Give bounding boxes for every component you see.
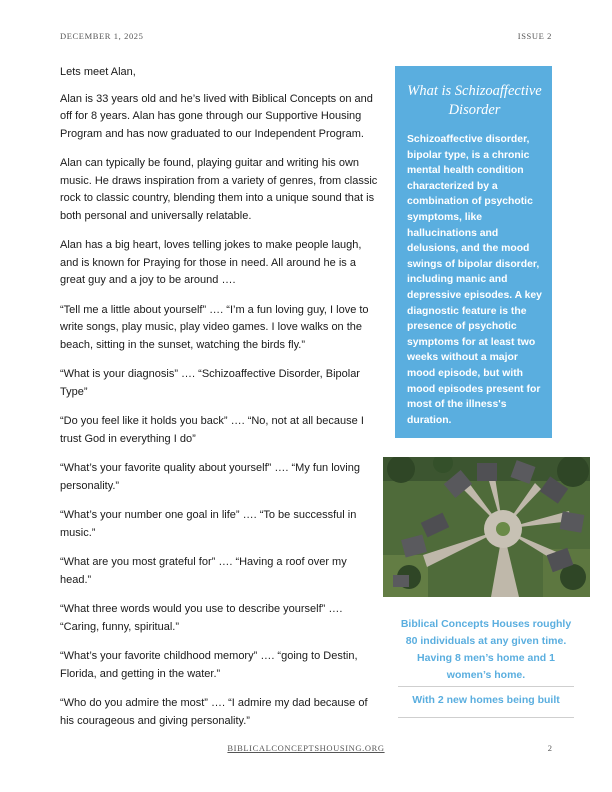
photo-caption: Biblical Concepts Houses roughly 80 individuals at any given time. Having 8 men’s home and 1 women’s home. bbox=[400, 618, 572, 681]
caption-divider-top bbox=[398, 686, 574, 687]
qa-grateful: “What are you most grateful for” …. “Having a roof over my head.” bbox=[60, 556, 347, 586]
sidebar-body: Schizoaffective disorder, bipolar type, is a chronic mental health condition characterized by a combination of psychotic symptoms, like hallucinations and delusions, and the mood swings of bipolar disorder, including manic and depressive episodes. A key diagnostic feature is the presence of psychotic symptoms for at least two weeks without a major mood episode, but with mood episodes present for most of the illness's duration. bbox=[407, 134, 542, 426]
paragraph-intro: Lets meet Alan, bbox=[60, 66, 136, 78]
qa-goal: “What’s your number one goal in life” …. “To be successful in music.” bbox=[60, 509, 357, 539]
article-body bbox=[60, 64, 378, 742]
caption-note: With 2 new homes being built bbox=[412, 694, 560, 706]
qa-holds-back: “Do you feel like it holds you back” …. “No, not at all because I trust God in everything I do” bbox=[60, 415, 364, 445]
info-sidebar bbox=[395, 66, 552, 438]
qa-childhood-memory: “What’s your favorite childhood memory” …. “going to Destin, Florida, and getting in the water.” bbox=[60, 650, 358, 680]
paragraph-bio: Alan is 33 years old and he’s lived with Biblical Concepts on and off for 8 years. Alan has gone through our Supportive Housing Program and has now graduated to our Independent Program. bbox=[60, 92, 373, 140]
paragraph-music: Alan can typically be found, playing guitar and writing his own music. He draws inspiration from a variety of genres, from classic rock to classic country, blending them into a unique sound that is both personal and universally relatable. bbox=[60, 157, 378, 222]
header-date: DECEMBER 1, 2025 bbox=[60, 31, 144, 41]
qa-about-yourself: “Tell me a little about yourself” …. “I’m a fun loving guy, I love to write songs, play music, play video games. I love walks on the beach, sitting in the sunset, watching the birds fly.” bbox=[60, 303, 369, 351]
qa-diagnosis: “What is your diagnosis” …. “Schizoaffective Disorder, Bipolar Type” bbox=[60, 368, 360, 398]
caption-divider-bottom bbox=[398, 717, 574, 718]
qa-favorite-quality: “What’s your favorite quality about yourself” …. “My fun loving personality.” bbox=[60, 462, 360, 492]
footer-website-link[interactable]: BIBLICALCONCEPTSHOUSING.ORG bbox=[227, 743, 385, 753]
aerial-photo-houses bbox=[383, 457, 590, 597]
header-issue: ISSUE 2 bbox=[517, 31, 552, 41]
page-number: 2 bbox=[547, 743, 552, 753]
qa-admire: “Who do you admire the most” …. “I admire my dad because of his courageous and giving personality.” bbox=[60, 697, 368, 727]
qa-three-words: “What three words would you use to describe yourself” …. “Caring, funny, spiritual.” bbox=[60, 603, 343, 633]
paragraph-personality: Alan has a big heart, loves telling jokes to make people laugh, and is known for Praying for those in need. All around he is a great guy and a joy to be around …. bbox=[60, 239, 362, 286]
sidebar-title: What is Schizoaffective Disorder bbox=[407, 83, 542, 118]
